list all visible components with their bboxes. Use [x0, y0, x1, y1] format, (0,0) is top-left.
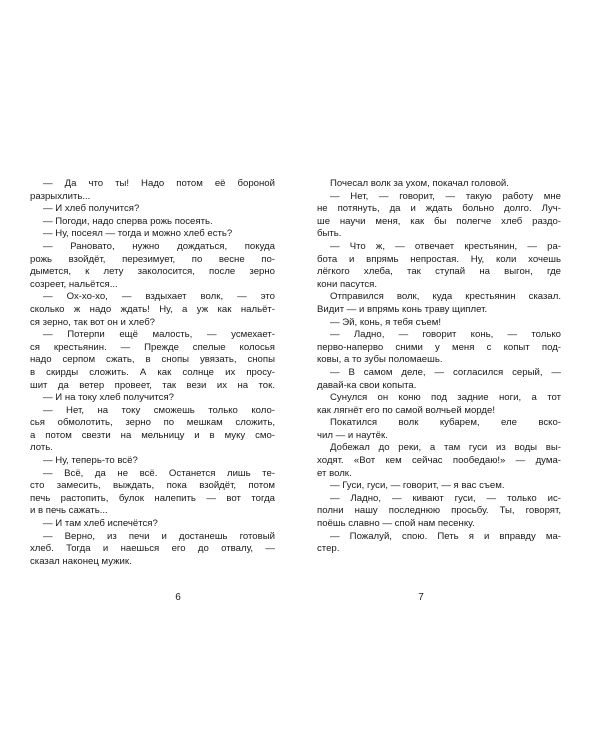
- text-line: — Ну, посеял — тогда и можно хлеб есть?: [43, 228, 233, 240]
- text-line: — Всё, да не всё. Останется лишь те-: [43, 467, 275, 479]
- text-line: — Да что ты! Надо потом её бороной: [43, 178, 275, 189]
- text-line: а потом свезти на мельницу и в муку смо-: [30, 429, 275, 441]
- text-line: лоть.: [30, 442, 53, 454]
- text-line: — Нет, на току сможешь только коло-: [43, 404, 275, 416]
- text-line: — И на току хлеб получится?: [43, 392, 174, 404]
- text-line: Добежал до реки, а там гуси из воды вы-: [330, 442, 561, 454]
- text-line: — В самом деле, — согласился серый, —: [330, 366, 561, 378]
- text-line: ходят. «Вот кем сейчас пообедаю!» — дума-: [317, 455, 561, 467]
- text-line: Видит — и впрямь конь траву щиплет.: [317, 303, 488, 315]
- text-line: стер.: [317, 543, 340, 555]
- text-line: хлеб. Тогда и наешься его до отвалу, —: [30, 543, 275, 555]
- text-line: — Ну, теперь-то всё?: [43, 455, 138, 467]
- text-line: и в печь сажать...: [30, 505, 108, 517]
- text-line: дымется, к лету заколосится, после зерно: [30, 266, 275, 278]
- right-page: [300, 0, 600, 750]
- text-line: ся зерно, так вот он и хлеб?: [30, 316, 156, 328]
- text-line: — Ох-хо-хо, — вздыхает волк, — это: [43, 291, 275, 303]
- text-line: Отправился волк, куда крестьянин сказал.: [330, 291, 561, 303]
- text-line: поёшь славно — спой нам песенку.: [317, 518, 475, 530]
- text-line: сказал наконец мужик.: [30, 555, 132, 567]
- text-line: сто замесить, выждать, пока взойдёт, потом: [30, 480, 275, 492]
- text-line: Сунулся он коню под задние ноги, а тот: [330, 392, 561, 404]
- text-line: давай-ка свои копыта.: [317, 379, 417, 391]
- text-line: — И хлеб получится?: [43, 203, 140, 215]
- text-line: ше научи меня, как бы полегче хлеб раздо-: [317, 215, 561, 227]
- text-line: Покатился волк кубарем, еле вско-: [330, 417, 561, 429]
- text-line: чил — и наутёк.: [317, 429, 388, 441]
- text-line: ет волк.: [317, 467, 352, 479]
- text-line: шит да ветер провеет, так вези их на ток.: [30, 379, 275, 391]
- text-line: — Рановато, нужно дождаться, покуда: [43, 240, 275, 252]
- text-line: бота и впрямь непростая. Ну, коли хочешь: [317, 253, 561, 265]
- page-number-left: 6: [175, 592, 181, 603]
- text-line: — Погоди, надо сперва рожь посеять.: [43, 215, 213, 227]
- text-line: Почесал волк за ухом, покачал головой.: [330, 178, 509, 189]
- text-line: ковы, а то зубы поломаешь.: [317, 354, 443, 366]
- text-line: рожь взойдёт, перезимует, по весне по-: [30, 253, 275, 265]
- text-line: сья обмолотить, зерно по мешкам сложить,: [30, 417, 275, 429]
- text-line: сколько ж надо ждать! Ну, а уж как нальёт-: [30, 303, 275, 315]
- text-line: — Верно, из печи и достанешь готовый: [43, 530, 275, 542]
- text-line: лёгкого хлеба, так ступай на выгон, где: [317, 266, 561, 278]
- text-line: надо серпом сжать, в снопы увязать, снопы: [30, 354, 275, 366]
- text-line: печь растопить, булок налепить — вот тогда: [30, 492, 275, 504]
- text-line: — Нет, — говорит, — такую работу мне: [330, 190, 561, 202]
- text-line: — Гуси, гуси, — говорит, — я вас съем.: [330, 480, 505, 492]
- text-line: — Эй, конь, я тебя съем!: [330, 316, 442, 328]
- text-line: — Что ж, — отвечает крестьянин, — ра-: [330, 240, 561, 252]
- text-line: — Ладно, — кивают гуси, — только ис-: [330, 492, 561, 504]
- text-line: как лягнёт его по самой волчьей морде!: [317, 404, 496, 416]
- text-line: перво-наперво сними у меня с копыт под-: [317, 341, 561, 353]
- right-text-column: [317, 178, 561, 556]
- text-line: полни нашу последнюю просьбу. Ты, говорят,: [317, 505, 561, 517]
- text-line: разрыхлить...: [30, 190, 91, 202]
- text-line: кони пасутся.: [317, 278, 378, 290]
- text-line: ся крестьянин. — Прежде спелые колосья: [30, 341, 275, 353]
- text-line: созреет, нальётся...: [30, 278, 118, 290]
- text-line: быть.: [317, 228, 342, 240]
- text-line: не потянуть, да и ждать больно долго. Луч-: [317, 203, 561, 215]
- text-line: — Пожалуй, спою. Петь я и вправду ма-: [330, 530, 561, 542]
- text-line: — И там хлеб испечётся?: [43, 518, 158, 530]
- text-line: в скирды сложить. А как солнце их просу-: [30, 366, 275, 378]
- text-line: — Потерпи ещё малость, — усмехает-: [43, 329, 275, 341]
- left-text-column: [30, 178, 275, 568]
- text-line: — Ладно, — говорит конь, — только: [330, 329, 561, 341]
- page-number-right: 7: [418, 592, 424, 603]
